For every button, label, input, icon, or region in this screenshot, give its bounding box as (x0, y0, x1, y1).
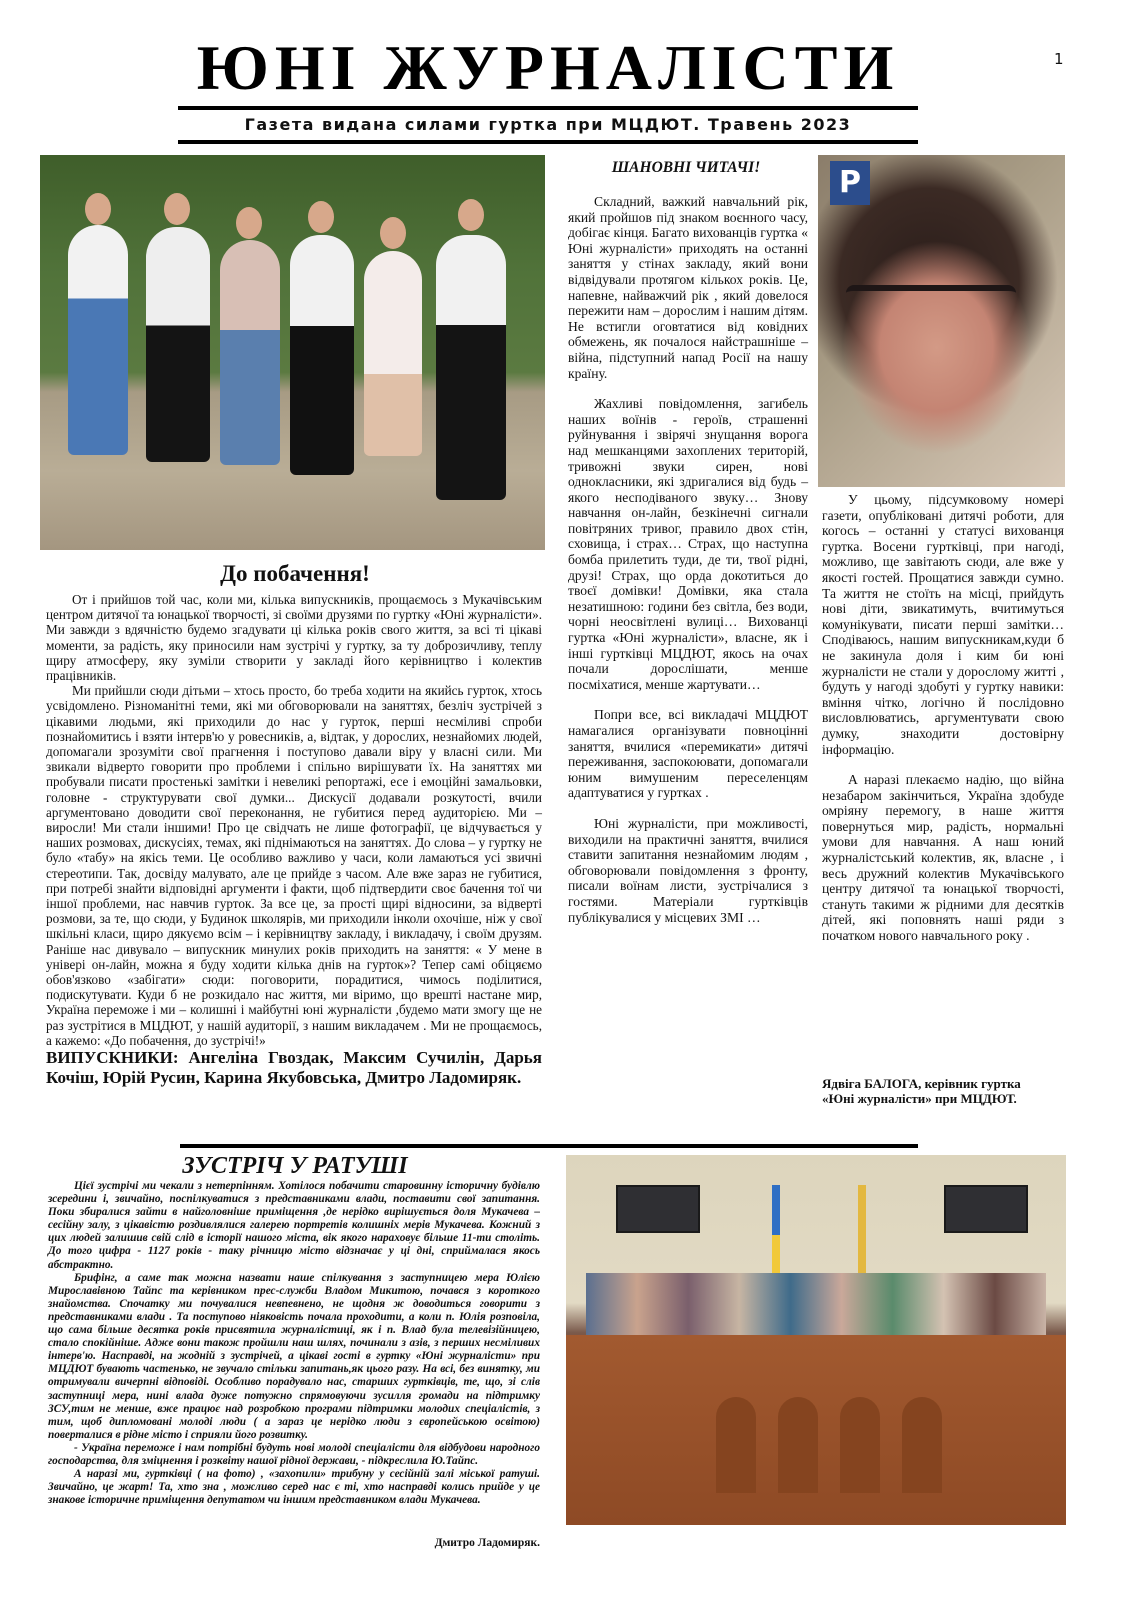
farewell-paragraph: От і прийшов той час, коли ми, кілька випускників, прощаємось з Мукачівським центром дитячої та юнацької творчості, зі своїми друзями по гуртку «Юні журналісти». Ми завжди з вдячністю будемо згадувати ці кілька років свого життя, за всі ті цікаві моменти, за радість, яку приносили нам зустрічі у гуртку, за ту доброзичливу, теплу щиру атмосферу, яку зуміли створити у закладі його керівництво і колектив працівників. (46, 592, 542, 684)
tribune-panel (778, 1397, 818, 1493)
readers-column-2 (822, 492, 1064, 944)
graduates-group-photo (40, 155, 545, 550)
graduate-figure (364, 251, 422, 456)
readers-paragraph: А наразі плекаємо надію, що війна незабаром закінчиться, Україна здобуде омріяну перемогу, в наше життя повернуться мир, радість, нормальні умови для навчання. А наш юний журналістський колектив, як, власне , і весь дружний колектив Мукачівського центру дитячої та юнацької творчості, стануть такими ж рідними для десятків дітей, які поповнять наші ряди з початком нового навчального року . (822, 772, 1064, 944)
masthead (178, 30, 918, 106)
graduate-head (308, 201, 334, 233)
farewell-article (46, 592, 542, 1048)
townhall-paragraph: Брифінг, а саме так можна назвати наше спілкування з заступницею мера Юлією Мирославівною Тайпс та керівником прес-служби Владом Микитою, почався з короткого знайомства. Спочатку ми почувалися невпевнено, не щодня ж доводиться говорити з представниками влади . Та поступово ніяковість почала проходити, а коли п. Юлія розповіла, що сама більше десятка років присвятила журналістиці, як і п. Влад була телевізійницею, стало спокійніше. Адже вони також пройшли наш шлях, починали з азів, з перших несміливих інтерв'ю. Насправді, на жодній з зустрічей, а цікаві гості в гуртку «Юні журналісти» при МЦДЮТ бувають частенько, не звучало стільки запитань,як цього разу. На всі, без винятку, ми отримували вичерпні відповіді. Особливо порадувало нас, старших гуртківців, те, що, зі слів заступниці мера, нині влада дуже потужно спрямовуючи зусилля громади на підтримку ЗСУ,тим не менше, вже працює над розробкою програми підтримки молодих спеціалістів, з тим, щоб дипломовані молоді люди ( а зараз це нерідко люди з європейською освітою) поверталися в рідне місто і сприяли його розвитку. (48, 1271, 540, 1441)
readers-paragraph: У цьому, підсумковому номері газети, опубліковані дитячі роботи, для когось – останні у статусі вихованця гуртка. Восени гуртківці, при нагоді, можливо, ще завітають сюди, але вже у якості гостей. Прощатися завжди сумно. Та життя не стоїть на місці, прийдуть нові діти, звикатимуть, вчитимуться комунікувати, писати перші замітки… Сподіваюсь, нашим випускникам,куди б не закинула доля і ким би юні журналісти не стали у дорослому житті , будуть у нагоді здобуті у гуртку навики: вміння чітко, логічно й послідовно висловлюватись, аргументувати свою думку, знаходити достовірну інформацію. (822, 492, 1064, 757)
graduate-head (380, 217, 406, 249)
ukraine-flag (772, 1185, 780, 1285)
townhall-article (48, 1180, 540, 1507)
signature-line-2: «Юні журналісти» при МЦДЮТ. (822, 1091, 1017, 1106)
glasses-shape (846, 285, 1016, 311)
parking-sign: P (830, 161, 870, 205)
tribune-panel (902, 1397, 942, 1493)
graduate-figure (290, 235, 354, 475)
townhall-paragraph: - Україна переможе і нам потрібні будуть нові молоді спеціалісти для відбудови народного господарства, для зміцнення і розквіту нашої рідної держави, - підкреслила Ю.Тайпс. (48, 1441, 540, 1467)
wall-screen-left (616, 1185, 700, 1233)
graduate-figure (68, 225, 128, 455)
newspaper-subtitle: Газета видана силами гуртка при МЦДЮТ. Травень 2023 (244, 115, 852, 134)
graduate-figure (146, 227, 210, 462)
wall-screen-right (944, 1185, 1028, 1233)
page-number: 1 (1054, 50, 1064, 68)
readers-paragraph: Юні журналісти, при можливості, виходили на практичні заняття, вчилися ставити запитання незнайомим людям , обговорювали повідомлення з фронту, писали воїнам листи, зустрічалися з гостями. Матеріали гуртківців публікувалися у місцевих ЗМІ … (568, 815, 808, 925)
graduate-head (164, 193, 190, 225)
city-flag (858, 1185, 866, 1285)
readers-column-1 (568, 194, 808, 925)
graduate-figure (436, 235, 506, 500)
graduate-head (85, 193, 111, 225)
section-divider (180, 1144, 918, 1148)
readers-paragraph: Жахливі повідомлення, загибель наших воїнів - героїв, страшенні руйнування і звірячі знущання ворога над мешканцями захоплених територій, тривожні звуки сирен, нові однокласники, які здригалися від будь – якого несподіваного звуку… Знову навчання он-лайн, безкінечні сигнали повітряних тривог, правило двох стін, сховища, і страх… Страх, що наступна бомба прилетить туди, де ти, твої рідні, друзі! Страх, що орда докотиться до твоєї домівки! Домівки, яка стала незатишною: години без світла, без води, чорні неосвітлені вулиці… Вихованці гуртка «Юні журналісти», власне, як і інші гуртківці МЦДЮТ, якось на очах почали дорослішати, менше посміхатися, менше жартувати… (568, 396, 808, 692)
graduate-head (236, 207, 262, 239)
farewell-paragraph: Ми прийшли сюди дітьми – хтось просто, бо треба ходити на якийсь гурток, хтось усвідомлено. Різноманітні теми, які ми обговорювали на заняттях, безліч зустрічей з цікавими людьми, які приходили до нас у гурток, перші несміливі спроби познайомитись і взяти інтерв'ю у ровесників, а, відтак, у дорослих, незнайомих людей, допомагали зрозуміти свої прагнення і поступово давали віру у власні сили. Ми звикали відверто говорити про проблеми і спільно вирішувати їх. На заняттях ми пробували писати простенькі замітки і невеликі репортажі, есе і емоційні замальовки, головне - структурувати свої думки... Дискусії додавали розкутості, вчили аргументовано доводити свої переконання, не губитися перед аудиторією. Ми – виросли! Ми стали іншими! Про це свідчать не лише фотографії, це відчувається у наших розмовах, дискусіях, темах, які піднімаються на заняттях. До слова – у гуртку не було «табу» на якісь теми. Це особливо важливо у часи, коли ламаються усі звичні стереотипи. Так, досвіду малувато, але це прийде з часом. Але вже зараз не губитися, при потребі знайти відповідні аргументи і факти, щоб підтвердити своє бачення тої чи іншої проблеми, нас навчив гурток. За все це, за прості щирі відносини, за відверті розмови, за те, що сюди, у Будинок школярів, ми приходили інколи охочіше, ніж у свої шкільні класи, щиро дякуємо всім – і керівництву закладу, і викладачу, і своїм друзям. Раніше нас дивувало – випускник минулих років приходить на заняття: « У мене в універі он-лайн, можна я буду ходити кілька днів на гурток»? Тепер самі обіцяємо обов'язково «забігати» сюди: поговорити, порадитися, чимось поділитися, подискутувати. Куди б не розкидало нас життя, ми віримо, що врешті настане мир, Україна переможе і ми – колишні і майбутні юні журналісти ,будемо мати змогу ще не раз зустрітися в МЦДЮТ, у нашій аудиторії, з нашим викладачем . Ми не прощаємось, а кажемо: «До побачення, до зустрічі!» (46, 683, 542, 1048)
graduate-figure (220, 240, 280, 465)
townhall-session-hall-photo (566, 1155, 1066, 1525)
readers-heading: ШАНОВНІ ЧИТАЧІ! (611, 159, 761, 176)
leader-portrait-photo (818, 155, 1065, 487)
townhall-heading: ЗУСТРІЧ У РАТУШІ (182, 1153, 408, 1179)
masthead-rule-top (178, 106, 918, 110)
graduates-list: ВИПУСКНИКИ: Ангеліна Гвоздак, Максим Сучилін, Дарья Кочіш, Юрій Русин, Карина Якубовська, Дмитро Ладомиряк. (46, 1048, 542, 1087)
readers-paragraph: Складний, важкий навчальний рік, який пройшов під знаком воєнного часу, добігає кінця. Багато вихованців гуртка « Юні журналісти» приходять на останні заняття у стінах закладу, який вони відвідували протягом кількох років. Це, напевне, найважчий рік , який довелося пережити нам – дорослим і нашим дітям. Не встигли оговтатися від ковідних обмежень, як почалося найстрашніше – війна, підступний напад Росії на нашу країну. (568, 194, 808, 381)
readers-signature (822, 1076, 1072, 1106)
farewell-heading: До побачення! (220, 561, 370, 586)
tribune-panel (716, 1397, 756, 1493)
townhall-author: Дмитро Ладомиряк. (434, 1537, 540, 1549)
masthead-rule-bottom (178, 140, 918, 144)
newspaper-title: ЮНІ ЖУРНАЛІСТИ (196, 32, 900, 103)
tribune-panel (840, 1397, 880, 1493)
townhall-paragraph: Цієї зустрічі ми чекали з нетерпінням. Хотілося побачити старовинну історичну будівлю зсередини і, звичайно, поспілкуватися з представниками влади, поставити свої запитання. Поки збиралися зайти в найголовніше приміщення ,де нерідко вирішується доля Мукачева – сесійну залу, з цікавістю роздивлялися галерею портретів колишніх мерів Мукачева. Кожний з цих людей залишив свій слід в історії нашого міста, вік якого нараховує більше 11-ти століть. До того цифра - 1127 років - таку річницю місто відзначає у ці дні, сприймалася якось абстрактно. (48, 1180, 540, 1271)
graduate-head (458, 199, 484, 231)
readers-paragraph: Попри все, всі викладачі МЦДЮТ намагалися організувати повноцінні заняття, вчилися «перемикати» дитячі переживання, заспокоювати, допомагали юним вимушеним переселенцям адаптуватися у гуртках . (568, 707, 808, 801)
signature-line-1: Ядвіга БАЛОГА, керівник гуртка (822, 1076, 1021, 1091)
townhall-paragraph: А наразі ми, гуртківці ( на фото) , «захопили» трибуну у сесійній залі міської ратуші. Звичайно, це жарт! Та, хто зна , можливо серед нас є ті, хто насправді колись прийде у це знакове історичне приміщення депутатом чи іншим представником влади Мукачева. (48, 1468, 540, 1507)
